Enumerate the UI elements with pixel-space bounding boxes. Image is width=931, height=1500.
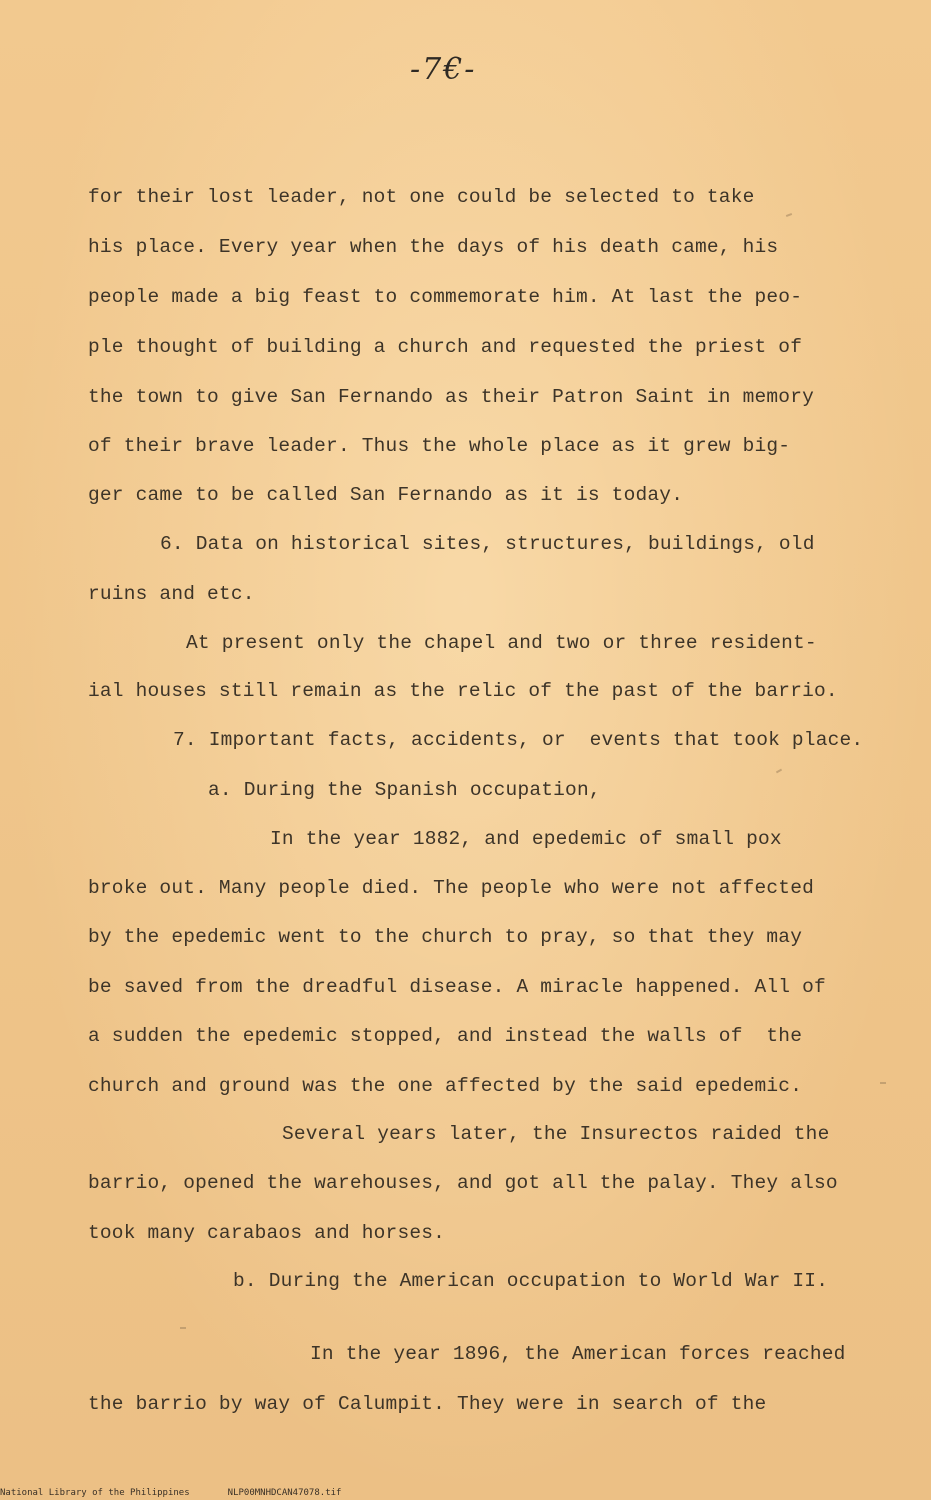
stray-mark <box>180 1327 186 1329</box>
text-line: In the year 1896, the American forces reached <box>310 1343 846 1365</box>
text-line: 7. Important facts, accidents, or events that took place. <box>173 729 864 751</box>
footer-file: NLP00MNHDCAN47078.tif <box>227 1488 342 1498</box>
text-line: ial houses still remain as the relic of the past of the barrio. <box>88 680 838 702</box>
text-line: b. During the American occupation to World War II. <box>233 1270 829 1292</box>
text-line: At present only the chapel and two or three resident- <box>186 632 817 654</box>
stray-mark <box>786 213 792 217</box>
text-line: by the epedemic went to the church to pray, so that they may <box>88 926 803 948</box>
footer-library: National Library of the Philippines <box>0 1488 190 1498</box>
text-line: be saved from the dreadful disease. A miracle happened. All of <box>88 976 826 998</box>
text-line: the barrio by way of Calumpit. They were in search of the <box>88 1393 767 1415</box>
scan-footer <box>0 1488 379 1498</box>
text-line: his place. Every year when the days of his death came, his <box>88 236 779 258</box>
text-line: people made a big feast to commemorate him. At last the peo- <box>88 286 803 308</box>
text-line: ger came to be called San Fernando as it is today. <box>88 484 684 506</box>
text-line: of their brave leader. Thus the whole place as it grew big- <box>88 435 791 457</box>
text-line: ruins and etc. <box>88 583 255 605</box>
text-line: for their lost leader, not one could be selected to take <box>88 186 755 208</box>
page-number: -7€- <box>410 52 477 87</box>
text-line: took many carabaos and horses. <box>88 1222 446 1244</box>
text-line: 6. Data on historical sites, structures, buildings, old <box>160 533 815 555</box>
text-line: barrio, opened the warehouses, and got all the palay. They also <box>88 1172 838 1194</box>
text-line: broke out. Many people died. The people who were not affected <box>88 877 815 899</box>
text-line: ple thought of building a church and requested the priest of <box>88 336 803 358</box>
text-line: church and ground was the one affected by the said epedemic. <box>88 1075 803 1097</box>
text-line: the town to give San Fernando as their Patron Saint in memory <box>88 386 815 408</box>
text-line: a sudden the epedemic stopped, and instead the walls of the <box>88 1025 803 1047</box>
stray-mark <box>776 769 782 774</box>
stray-mark <box>880 1082 886 1084</box>
text-line: a. During the Spanish occupation, <box>208 779 601 801</box>
text-line: Several years later, the Insurectos raided the <box>282 1123 830 1145</box>
text-line: In the year 1882, and epedemic of small pox <box>270 828 782 850</box>
